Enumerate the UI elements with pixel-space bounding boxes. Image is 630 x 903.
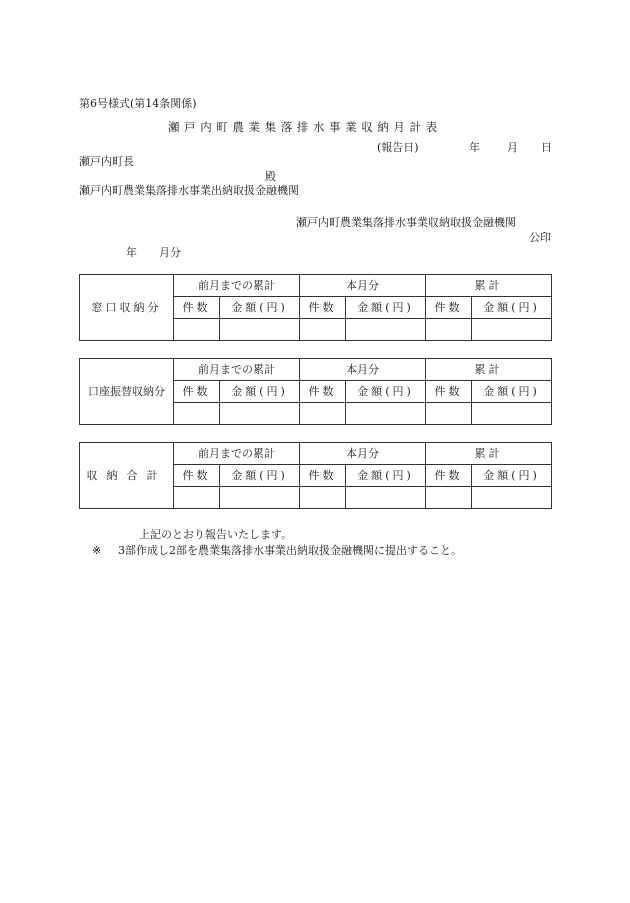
addressee-institution: 瀬戸内町農業集落排水事業出納取扱金融機関 bbox=[79, 184, 299, 197]
row-label: 収納合計 bbox=[80, 443, 174, 509]
subheader-count: 件数 bbox=[426, 465, 472, 487]
sender-institution: 瀬戸内町農業集落排水事業収納取扱金融機関 bbox=[296, 216, 516, 229]
row-label: 窓口収納分 bbox=[80, 275, 174, 341]
subheader-amount: 金額(円) bbox=[346, 465, 426, 487]
subheader-amount: 金額(円) bbox=[472, 297, 552, 319]
cell-amount-previous[interactable] bbox=[220, 487, 300, 509]
report-date-label: (報告日) bbox=[377, 141, 419, 154]
subheader-count: 件数 bbox=[174, 297, 220, 319]
header-previous: 前月までの累計 bbox=[174, 359, 300, 381]
subheader-count: 件数 bbox=[300, 381, 346, 403]
header-previous: 前月までの累計 bbox=[174, 443, 300, 465]
cell-count-total[interactable] bbox=[426, 487, 472, 509]
subheader-amount: 金額(円) bbox=[220, 297, 300, 319]
note-mark: ※ bbox=[92, 544, 102, 557]
period-year: 年 bbox=[126, 246, 137, 259]
page-title: 瀬戸内町農業集落排水事業収納月計表 bbox=[168, 120, 442, 134]
cell-amount-previous[interactable] bbox=[220, 403, 300, 425]
cell-count-previous[interactable] bbox=[174, 487, 220, 509]
subheader-amount: 金額(円) bbox=[472, 465, 552, 487]
subheader-count: 件数 bbox=[174, 465, 220, 487]
subheader-count: 件数 bbox=[174, 381, 220, 403]
cell-count-total[interactable] bbox=[426, 319, 472, 341]
cell-count-current[interactable] bbox=[300, 487, 346, 509]
cell-amount-total[interactable] bbox=[472, 403, 552, 425]
subheader-amount: 金額(円) bbox=[472, 381, 552, 403]
cell-amount-current[interactable] bbox=[346, 487, 426, 509]
header-total: 累計 bbox=[426, 359, 552, 381]
cell-count-previous[interactable] bbox=[174, 403, 220, 425]
report-date-day: 日 bbox=[541, 141, 552, 154]
subheader-amount: 金額(円) bbox=[346, 381, 426, 403]
report-statement: 上記のとおり報告いたします。 bbox=[139, 528, 293, 541]
subheader-count: 件数 bbox=[426, 297, 472, 319]
addressee-honorific: 殿 bbox=[265, 170, 276, 183]
header-previous: 前月までの累計 bbox=[174, 275, 300, 297]
cell-count-current[interactable] bbox=[300, 319, 346, 341]
subheader-amount: 金額(円) bbox=[346, 297, 426, 319]
header-current: 本月分 bbox=[300, 359, 426, 381]
addressee-mayor: 瀬戸内町長 bbox=[79, 155, 134, 168]
header-current: 本月分 bbox=[300, 443, 426, 465]
subheader-count: 件数 bbox=[426, 381, 472, 403]
form-number: 第6号様式(第14条関係) bbox=[79, 97, 197, 110]
subheader-amount: 金額(円) bbox=[220, 465, 300, 487]
report-date-month: 月 bbox=[507, 141, 518, 154]
subheader-count: 件数 bbox=[300, 297, 346, 319]
cell-amount-total[interactable] bbox=[472, 319, 552, 341]
cell-amount-previous[interactable] bbox=[220, 319, 300, 341]
period-month: 月分 bbox=[159, 246, 181, 259]
subheader-amount: 金額(円) bbox=[220, 381, 300, 403]
report-table-transfer bbox=[79, 358, 552, 425]
cell-count-current[interactable] bbox=[300, 403, 346, 425]
report-table-counter bbox=[79, 274, 552, 341]
sender-seal: 公印 bbox=[529, 231, 551, 244]
report-table-grand-total bbox=[79, 442, 552, 509]
subheader-count: 件数 bbox=[300, 465, 346, 487]
header-total: 累計 bbox=[426, 443, 552, 465]
note-text: 3部作成し2部を農業集落排水事業出納取扱金融機関に提出すること。 bbox=[118, 544, 462, 557]
header-current: 本月分 bbox=[300, 275, 426, 297]
cell-amount-current[interactable] bbox=[346, 403, 426, 425]
report-date-year: 年 bbox=[469, 141, 480, 154]
cell-amount-total[interactable] bbox=[472, 487, 552, 509]
row-label: 口座振替収納分 bbox=[80, 359, 174, 425]
header-total: 累計 bbox=[426, 275, 552, 297]
cell-count-previous[interactable] bbox=[174, 319, 220, 341]
cell-count-total[interactable] bbox=[426, 403, 472, 425]
cell-amount-current[interactable] bbox=[346, 319, 426, 341]
